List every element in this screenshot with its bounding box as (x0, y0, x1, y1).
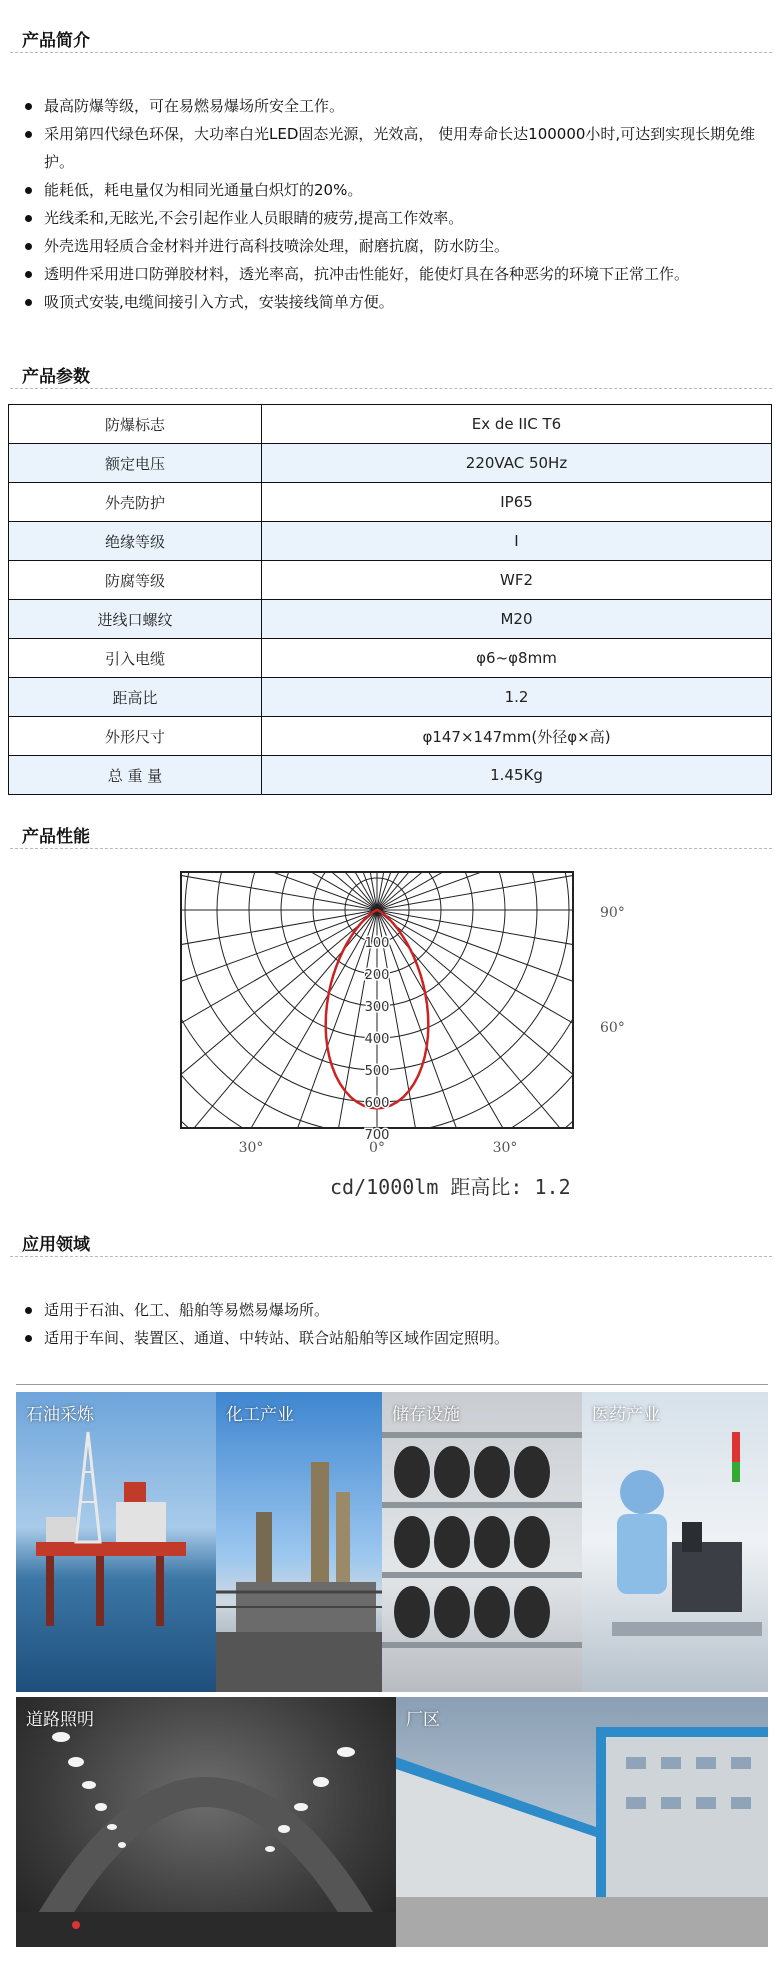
photo-factory-area (396, 1697, 768, 1947)
intro-list (22, 92, 766, 316)
section-title-intro: 产品简介 (22, 31, 90, 51)
polar-radial-label: 200 (364, 968, 390, 983)
section-divider (10, 388, 772, 389)
intro-item: 吸顶式安装,电缆间接引入方式，安装接线简单方便。 (22, 288, 766, 316)
param-value: I (262, 522, 772, 561)
param-value: WF2 (262, 561, 772, 600)
param-value: 220VAC 50Hz (262, 444, 772, 483)
photo-pharmaceutical-industry (582, 1392, 768, 1692)
factory-buildings-illustration (396, 1697, 768, 1947)
param-name: 进线口螺纹 (9, 600, 262, 639)
application-list (22, 1296, 766, 1352)
polar-grid-ray (170, 910, 377, 1205)
intro-item: 最高防爆等级，可在易燃易爆场所安全工作。 (22, 92, 766, 120)
section-divider (10, 848, 772, 849)
section-title-application: 应用领域 (22, 1235, 90, 1255)
polar-grid-ray (377, 860, 548, 910)
photo-road-lighting (16, 1697, 396, 1947)
polar-radial-label: 100 (364, 936, 390, 951)
table-row (9, 600, 772, 639)
param-name: 总 重 量 (9, 756, 262, 795)
photo-label: 储存设施 (392, 1405, 460, 1425)
chemical-plant-illustration (216, 1392, 382, 1692)
polar-radial-label: 300 (364, 1000, 390, 1015)
photo-label: 道路照明 (26, 1710, 94, 1730)
intro-item: 光线柔和,无眩光,不会引起作业人员眼睛的疲劳,提高工作效率。 (22, 204, 766, 232)
polar-grid-ray (377, 860, 630, 910)
param-name: 绝缘等级 (9, 522, 262, 561)
intro-item: 能耗低，耗电量仅为相同光通量白炽灯的20%。 (22, 176, 766, 204)
polar-grid-ray (206, 860, 377, 910)
section-title-params: 产品参数 (22, 367, 90, 387)
polar-light-distribution-chart (170, 860, 630, 1205)
param-name: 外壳防护 (9, 483, 262, 522)
param-name: 距高比 (9, 678, 262, 717)
polar-grid-ray (377, 910, 464, 1205)
param-name: 引入电缆 (9, 639, 262, 678)
polar-radial-label: 600 (364, 1096, 390, 1111)
polar-grid-ray (377, 860, 630, 910)
application-item: 适用于石油、化工、船舶等易燃易爆场所。 (22, 1296, 766, 1324)
table-row (9, 522, 772, 561)
photo-storage-facility (382, 1392, 582, 1692)
polar-grid-ray (377, 860, 630, 910)
section-divider (10, 1256, 772, 1257)
polar-radial-label: 400 (364, 1032, 390, 1047)
photo-label: 厂区 (406, 1710, 440, 1730)
table-row (9, 405, 772, 444)
photo-label: 石油采炼 (26, 1405, 94, 1425)
param-value: φ147×147mm(外径φ×高) (262, 717, 772, 756)
storage-shelves-illustration (382, 1392, 582, 1692)
params-table (8, 404, 772, 795)
polar-angle-label: 30° (238, 1140, 264, 1156)
polar-grid-ray (377, 910, 630, 1205)
table-row (9, 561, 772, 600)
table-row (9, 639, 772, 678)
param-name: 防爆标志 (9, 405, 262, 444)
polar-angle-label: 60° (600, 1020, 625, 1036)
tunnel-illustration (16, 1697, 396, 1947)
polar-grid-ray (170, 910, 377, 997)
polar-angle-label: 0° (369, 1140, 385, 1156)
table-row (9, 756, 772, 795)
param-value: φ6~φ8mm (262, 639, 772, 678)
intro-item: 采用第四代绿色环保，大功率白光LED固态光源，光效高， 使用寿命长达100000小时,可达到实现长期免维护。 (22, 120, 766, 176)
polar-caption: cd/1000lm 距高比: 1.2 (330, 1175, 571, 1199)
polar-grid-ray (377, 860, 630, 910)
photo-oil-refining (16, 1392, 216, 1692)
param-name: 防腐等级 (9, 561, 262, 600)
polar-grid-ray (377, 910, 630, 1081)
param-value: 1.2 (262, 678, 772, 717)
param-value: IP65 (262, 483, 772, 522)
param-value: Ex de IIC T6 (262, 405, 772, 444)
polar-grid-ray (377, 910, 630, 1205)
section-title-performance: 产品性能 (22, 827, 90, 847)
param-name: 外形尺寸 (9, 717, 262, 756)
polar-grid-ray (290, 910, 377, 1205)
polar-grid-ray (377, 860, 627, 910)
table-row (9, 678, 772, 717)
table-row (9, 483, 772, 522)
table-row (9, 444, 772, 483)
intro-item: 透明件采用进口防弹胶材料，透光率高，抗冲击性能好，能使灯具在各种恶劣的环境下正常工作。 (22, 260, 766, 288)
section-divider (10, 52, 772, 53)
polar-grid-ray (377, 910, 630, 997)
photo-label: 医药产业 (592, 1405, 660, 1425)
pharma-lab-illustration (582, 1392, 768, 1692)
photo-label: 化工产业 (226, 1405, 294, 1425)
param-value: 1.45Kg (262, 756, 772, 795)
application-item: 适用于车间、装置区、通道、中转站、联合站船舶等区域作固定照明。 (22, 1324, 766, 1352)
polar-radial-label: 500 (364, 1064, 390, 1079)
oil-rig-illustration (16, 1392, 216, 1692)
param-value: M20 (262, 600, 772, 639)
photo-chemical-industry (216, 1392, 382, 1692)
polar-grid-ray (377, 860, 630, 910)
polar-radial-label: 700 (364, 1128, 390, 1143)
polar-angle-label: 30° (492, 1140, 518, 1156)
intro-item: 外壳选用轻质合金材料并进行高科技喷涂处理，耐磨抗腐，防水防尘。 (22, 232, 766, 260)
param-name: 额定电压 (9, 444, 262, 483)
polar-angle-label: 90° (600, 905, 625, 921)
collage-top-line (16, 1384, 768, 1385)
table-row (9, 717, 772, 756)
